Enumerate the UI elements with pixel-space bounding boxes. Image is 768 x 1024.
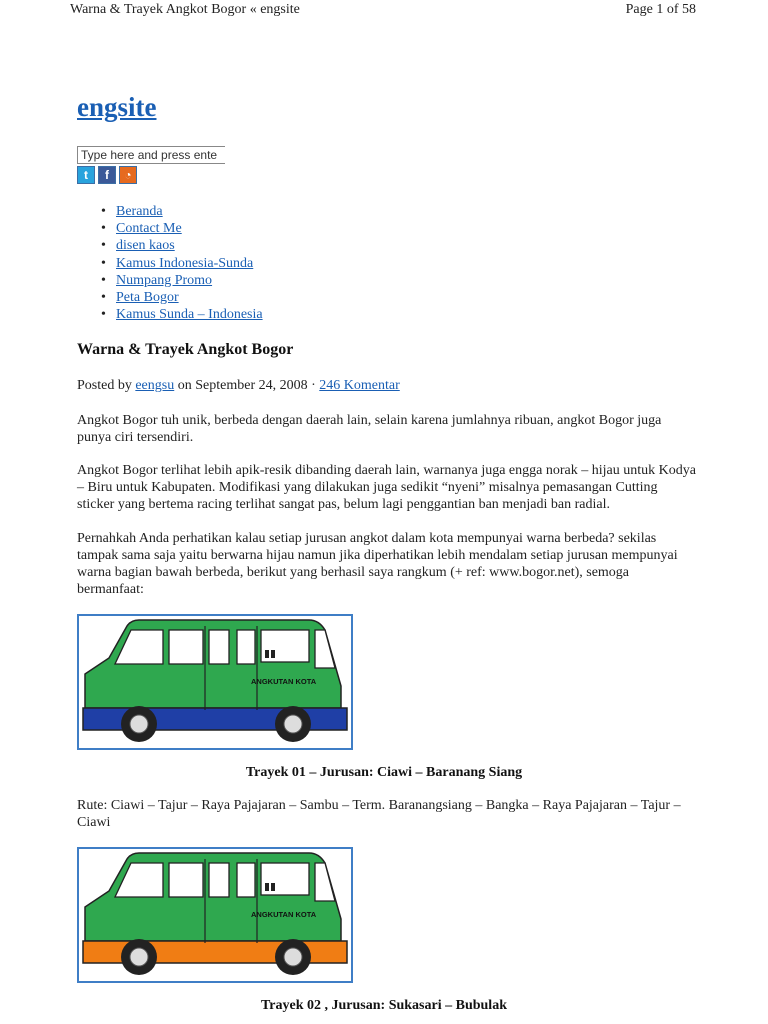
print-header — [0, 0, 768, 22]
nav-link-contact-me[interactable]: Contact Me — [116, 221, 182, 237]
nav-link-peta-bogor[interactable]: Peta Bogor — [116, 289, 179, 305]
nav-item — [116, 306, 263, 323]
nav-item — [116, 272, 263, 289]
post-title: Warna & Trayek Angkot Bogor — [77, 341, 294, 358]
author-link[interactable]: eengsu — [135, 378, 175, 393]
van-label: ANGKUTAN KOTA — [251, 910, 317, 919]
post-paragraph-2: Angkot Bogor terlihat lebih apik-resik dibanding daerah lain, warnanya juga engga norak – hijau untuk Kodya – Biru untuk Kabupaten. Modifikasi yang dilakukan juga sedikit “nyeni” misalnya pemasangan Cutting sticker yang bertema racing terlihat sangat pas, belum lagi penggantian ban menjadi ban radial. — [77, 463, 696, 512]
caption-trayek-02: Trayek 02 , Jurusan: Sukasari – Bubulak — [261, 998, 507, 1013]
nav-item — [116, 220, 263, 237]
site-title-link[interactable]: engsite — [77, 92, 157, 122]
nav-item — [116, 203, 263, 220]
nav-item — [116, 255, 263, 272]
nav-link-disen-kaos[interactable]: disen kaos — [116, 238, 175, 254]
document-title: Warna & Trayek Angkot Bogor « engsite — [70, 2, 300, 17]
nav-item — [116, 237, 263, 254]
comments-link[interactable]: 246 Komentar — [319, 378, 400, 393]
angkot-image-trayek-02 — [77, 847, 353, 983]
post-paragraph-1: Angkot Bogor tuh unik, berbeda dengan daerah lain, selain karena jumlahnya ribuan, angkot Bogor juga punya ciri tersendiri. — [77, 413, 662, 445]
search-input[interactable] — [77, 146, 225, 164]
nav-menu — [0, 203, 263, 323]
post-meta — [77, 378, 400, 394]
post-paragraph-3: Pernahkah Anda perhatikan kalau setiap jurusan angkot dalam kota mempunyai warna berbeda? sekilas tampak sama saja yaitu berwarna hijau namun jika diperhatikan lebih mendalam setiap jurusan mempunyai warna bagian bawah berbeda, berikut yang berhasil saya rangkum (+ ref: www.bogor.net), semoga bermanfaat: — [77, 531, 678, 597]
angkot-image-trayek-01 — [77, 614, 353, 750]
facebook-icon[interactable]: f — [98, 166, 116, 184]
nav-link-kamus-indonesia-sunda[interactable]: Kamus Indonesia-Sunda — [116, 255, 254, 271]
van-label: ANGKUTAN KOTA — [251, 677, 317, 686]
twitter-icon[interactable]: t — [77, 166, 95, 184]
nav-link-beranda[interactable]: Beranda — [116, 204, 163, 219]
route-text-trayek-01: Rute: Ciawi – Tajur – Raya Pajajaran – Sambu – Term. Baranangsiang – Bangka – Raya Pajajaran – Tajur – Ciawi — [77, 798, 681, 830]
nav-item — [116, 289, 263, 306]
post-date: on September 24, 2008 · — [177, 378, 316, 393]
social-links — [77, 166, 137, 184]
page-number: Page 1 of 58 — [625, 2, 696, 17]
posted-by-label: Posted by — [77, 378, 132, 393]
rss-icon[interactable]: ◔ — [119, 166, 137, 184]
nav-link-kamus-sunda-indonesia[interactable]: Kamus Sunda – Indonesia — [116, 307, 263, 323]
caption-trayek-01: Trayek 01 – Jurusan: Ciawi – Baranang Siang — [245, 765, 523, 780]
nav-link-numpang-promo[interactable]: Numpang Promo — [116, 272, 213, 288]
